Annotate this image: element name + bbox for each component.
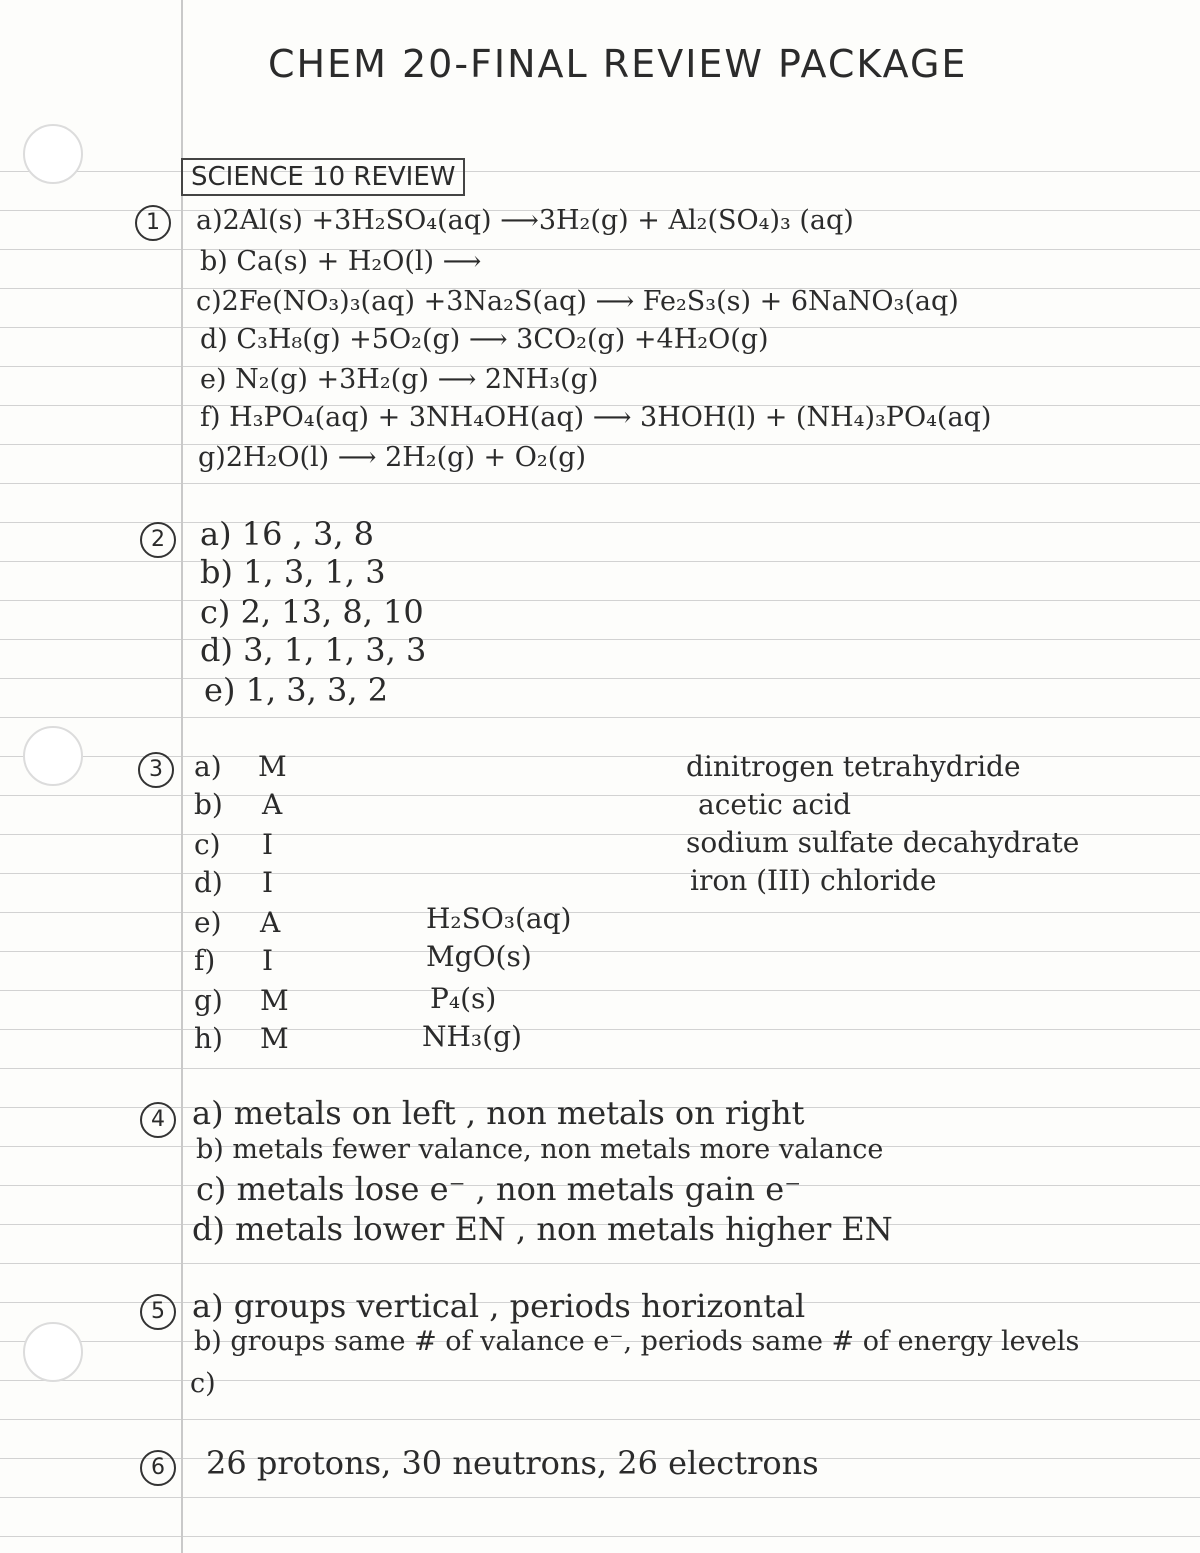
q5-answer-c: c) (190, 1368, 216, 1399)
question-number: 3 (138, 752, 174, 788)
section-heading: SCIENCE 10 REVIEW (181, 158, 465, 196)
q3-type: I (262, 866, 274, 899)
q3-type: M (260, 1022, 289, 1055)
q3-formula: P₄(s) (430, 982, 497, 1015)
q5-answer-b: b) groups same # of valance e⁻, periods same # of energy levels (194, 1326, 1080, 1357)
q1-answer-g: g)2H₂O(l) ⟶ 2H₂(g) + O₂(g) (198, 442, 587, 473)
q3-letter: b) (194, 788, 223, 821)
q1-answer-b: b) Ca(s) + H₂O(l) ⟶ (200, 246, 482, 277)
q2-answer-c: c) 2, 13, 8, 10 (200, 593, 424, 631)
page-title: CHEM 20-FINAL REVIEW PACKAGE (268, 42, 968, 86)
q1-answer-d: d) C₃H₈(g) +5O₂(g) ⟶ 3CO₂(g) +4H₂O(g) (200, 324, 769, 355)
question-number: 1 (135, 205, 171, 241)
q4-answer-d: d) metals lower EN , non metals higher EN (192, 1210, 893, 1248)
q3-letter: f) (194, 944, 216, 977)
q3-type: M (258, 750, 287, 783)
q1-answer-e: e) N₂(g) +3H₂(g) ⟶ 2NH₃(g) (200, 364, 599, 395)
q3-name: acetic acid (698, 788, 851, 821)
q3-letter: e) (194, 906, 222, 939)
q3-name: sodium sulfate decahydrate (686, 826, 1080, 859)
q3-letter: h) (194, 1022, 223, 1055)
question-number: 4 (140, 1102, 176, 1138)
q6-answer: 26 protons, 30 neutrons, 26 electrons (206, 1444, 819, 1482)
question-number: 5 (140, 1294, 176, 1330)
binder-hole (23, 726, 83, 786)
q4-answer-c: c) metals lose e⁻ , non metals gain e⁻ (196, 1170, 802, 1208)
question-number: 2 (140, 522, 176, 558)
q2-answer-e: e) 1, 3, 3, 2 (204, 671, 389, 709)
q3-type: I (262, 828, 274, 861)
q1-answer-c: c)2Fe(NO₃)₃(aq) +3Na₂S(aq) ⟶ Fe₂S₃(s) + 6NaNO₃(aq) (196, 286, 959, 317)
q2-answer-a: a) 16 , 3, 8 (200, 515, 375, 553)
q3-type: M (260, 984, 289, 1017)
q3-type: I (262, 944, 274, 977)
binder-hole (23, 124, 83, 184)
q3-letter: g) (194, 984, 223, 1017)
q3-formula: MgO(s) (426, 940, 532, 973)
margin-line (181, 0, 183, 1553)
q3-type: A (260, 906, 281, 939)
q3-letter: d) (194, 866, 223, 899)
q1-answer-a: a)2Al(s) +3H₂SO₄(aq) ⟶3H₂(g) + Al₂(SO₄)₃ (aq) (196, 205, 854, 236)
q2-answer-d: d) 3, 1, 1, 3, 3 (200, 631, 427, 669)
binder-hole (23, 1322, 83, 1382)
q3-type: A (262, 788, 283, 821)
question-number: 6 (140, 1450, 176, 1486)
q5-answer-a: a) groups vertical , periods horizontal (192, 1287, 806, 1325)
q3-letter: a) (194, 750, 222, 783)
q3-letter: c) (194, 828, 221, 861)
q4-answer-a: a) metals on left , non metals on right (192, 1094, 805, 1132)
q3-name: dinitrogen tetrahydride (686, 750, 1021, 783)
q3-formula: NH₃(g) (422, 1020, 522, 1053)
q4-answer-b: b) metals fewer valance, non metals more valance (196, 1134, 884, 1165)
q1-answer-f: f) H₃PO₄(aq) + 3NH₄OH(aq) ⟶ 3HOH(l) + (NH₄)₃PO₄(aq) (200, 402, 992, 433)
q3-name: iron (III) chloride (690, 864, 937, 897)
q2-answer-b: b) 1, 3, 1, 3 (200, 553, 386, 591)
q3-formula: H₂SO₃(aq) (426, 902, 572, 935)
